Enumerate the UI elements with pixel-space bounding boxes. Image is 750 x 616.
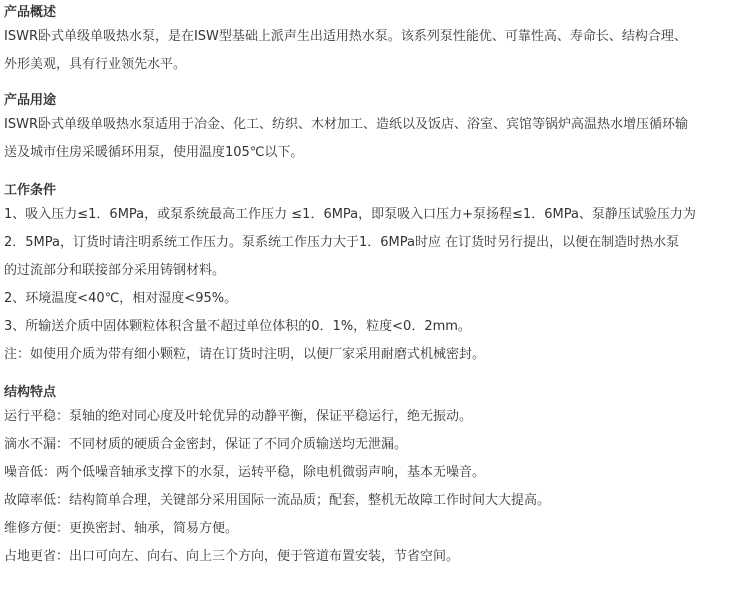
section-title: 工作条件 [4,183,57,198]
section-usage [4,91,746,167]
section-title: 产品用途 [4,93,57,108]
paragraph-line: 运行平稳：泵轴的绝对同心度及叶轮优异的动静平衡，保证平稳运行，绝无振动。 [4,409,473,424]
paragraph-line: 送及城市住房采暖循环用泵，使用温度105℃以下。 [4,145,304,160]
paragraph-line: 注：如使用介质为带有细小颗粒，请在订货时注明，以便厂家采用耐磨式机械密封。 [4,347,486,362]
paragraph-line: 噪音低：两个低噪音轴承支撑下的水泵，运转平稳，除电机微弱声响，基本无噪音。 [4,465,486,480]
section-overview [4,3,746,79]
paragraph-line: 的过流部分和联接部分采用铸钢材料。 [4,263,226,278]
product-document [0,3,750,616]
paragraph-line: 维修方便：更换密封、轴承，简易方便。 [4,521,239,536]
paragraph-line: 滴水不漏：不同材质的硬质合金密封，保证了不同介质输送均无泄漏。 [4,437,408,452]
paragraph-line: 故障率低：结构简单合理，关键部分采用国际一流品质；配套，整机无故障工作时间大大提高。 [4,493,551,508]
section-structure-features [4,383,746,571]
section-working-conditions [4,181,746,369]
section-title: 产品概述 [4,5,57,20]
paragraph-line: 2．5MPa，订货时请注明系统工作压力。泵系统工作压力大于1．6MPa时应 在订货时另行提出，以便在制造时热水泵 [4,235,680,250]
section-title: 结构特点 [4,385,57,400]
paragraph-line: 1、吸入压力≤1．6MPa，或泵系统最高工作压力 ≤1．6MPa，即泵吸入口压力+泵扬程≤1．6MPa、泵静压试验压力为 [4,207,696,222]
paragraph-line: 占地更省：出口可向左、向右、向上三个方向，便于管道布置安装，节省空间。 [4,549,460,564]
paragraph-line: 外形美观，具有行业领先水平。 [4,57,187,72]
paragraph-line: 2、环境温度<40℃，相对湿度<95%。 [4,291,238,306]
paragraph-line: ISWR卧式单级单吸热水泵适用于冶金、化工、纺织、木材加工、造纸以及饭店、浴室、宾馆等锅炉高温热水增压循环输 [4,117,688,132]
paragraph-line: ISWR卧式单级单吸热水泵，是在ISW型基础上派声生出适用热水泵。该系列泵性能优、可靠性高、寿命长、结构合理、 [4,29,687,44]
paragraph-line: 3、所输送介质中固体颗粒体积含量不超过单位体积的0．1%，粒度<0．2mm。 [4,319,471,334]
